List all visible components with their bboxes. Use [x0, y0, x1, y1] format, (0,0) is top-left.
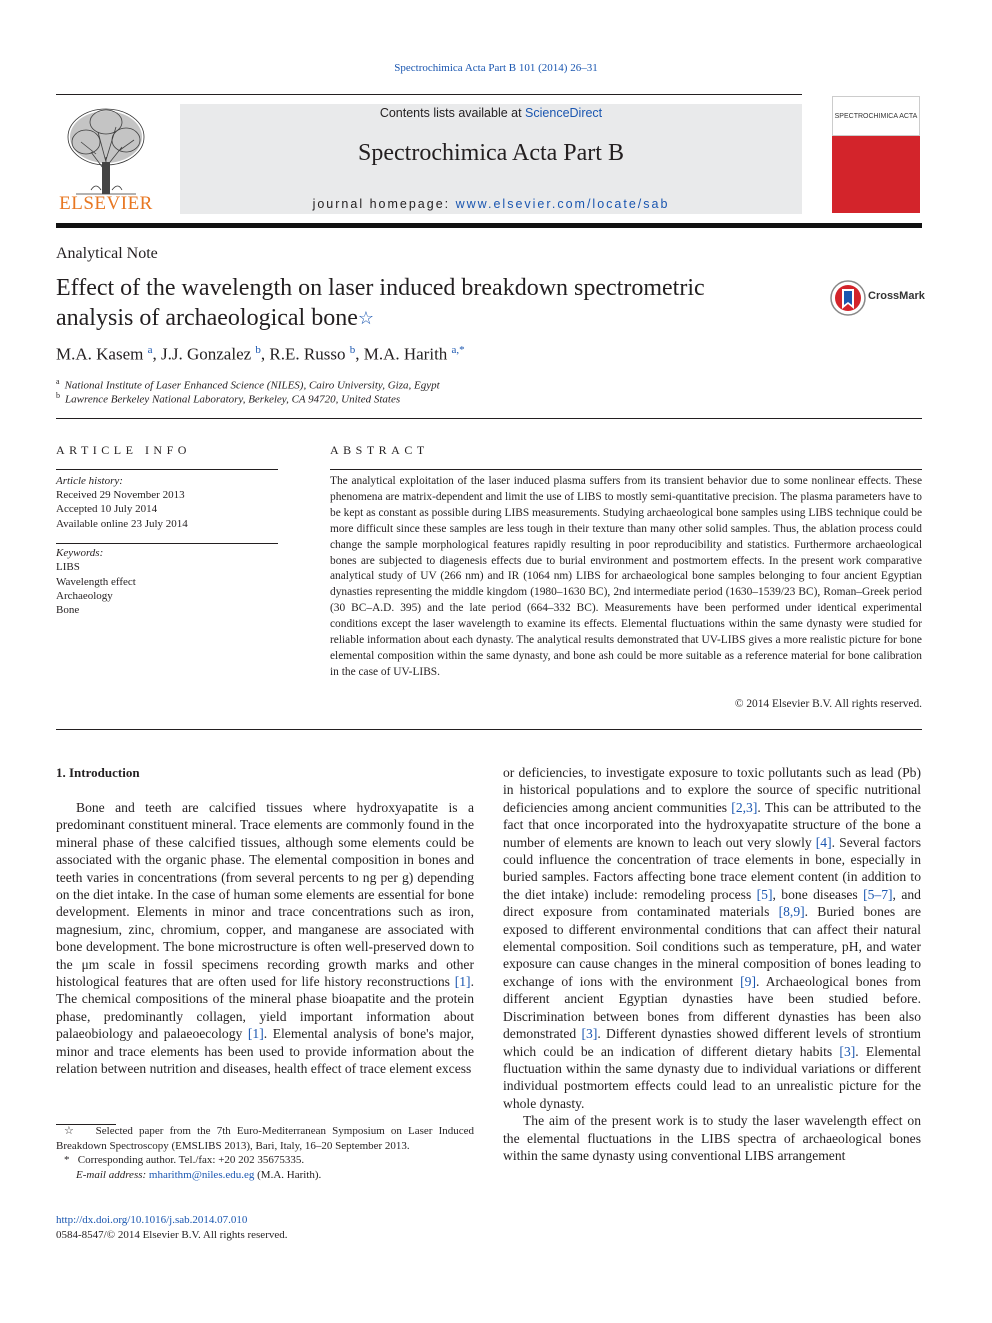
footnote-corresponding: [56, 1153, 474, 1168]
text-run: . The chemical compositions of the mineral phase bioapatite and the protein phase, predominantly collagen, yield important information about palaeobiology and palaeoecology: [56, 974, 474, 1042]
footnote-star: [56, 1124, 474, 1153]
affiliation-key: a: [56, 377, 60, 386]
text-run: . Elemental fluctuation within the same dynasty due to individual variations or different individual postmortem effects could lead to an unrealistic picture for the whole dynasty.: [503, 1043, 921, 1111]
text-run: . Different dynasties showed different levels of strontium which could be an indication of different dietary habits: [503, 1026, 921, 1059]
citation-link[interactable]: [3]: [581, 1026, 598, 1042]
author-affiliation-mark[interactable]: a,*: [451, 344, 465, 356]
history-accepted: Accepted 10 July 2014: [56, 503, 158, 516]
section-heading-introduction: 1. Introduction: [56, 765, 140, 780]
affiliation: [56, 391, 400, 406]
footnote-email: [56, 1168, 474, 1183]
email-label: E-mail address:: [76, 1168, 149, 1181]
elsevier-logo[interactable]: [56, 102, 156, 214]
abstract-copyright: © 2014 Elsevier B.V. All rights reserved.: [734, 698, 922, 710]
citation-link[interactable]: [2,3]: [731, 799, 758, 815]
header-thick-rule: [56, 223, 922, 228]
citation-link[interactable]: [5–7]: [863, 886, 893, 902]
abstract-heading: ABSTRACT: [330, 443, 429, 457]
citation-link[interactable]: [8,9]: [778, 904, 805, 920]
citation-link[interactable]: [9]: [740, 973, 756, 989]
author-affiliation-mark[interactable]: b: [349, 344, 356, 356]
journal-title: Spectrochimica Acta Part B: [358, 140, 624, 166]
homepage-prefix: journal homepage:: [312, 197, 456, 211]
paragraph: [56, 799, 474, 1078]
history-label: Article history:: [56, 475, 123, 487]
contents-line: [180, 106, 802, 120]
keywords-rule: [56, 543, 278, 544]
journal-homepage-line: [180, 197, 802, 211]
text-run: , bone diseases: [772, 886, 864, 902]
keyword: LIBS: [56, 561, 80, 574]
author-affiliation-mark[interactable]: a: [147, 344, 153, 356]
abstract-text: The analytical exploitation of the laser induced plasma suffers from its transient behavior due to some nonlinear effects. These phenomena are matrix-dependent and limit the use of LIBS to mostly semi-quantitative precision. The plasma parameters have to be kept as constant as possible during LIBS measurements. Studying archaeological bone samples using LIBS technique could be more difficult since these samples are less tough in their texture than many other solid samples. Thus, the ablation process could change the sample morphological features rapidly resulting in poor reproducibility and statistics. Furthermore archaeological bones are subjected to diagenesis effects due to burial environment and postmortem effects. In the present work comparative analytical study of UV (266 nm) and IR (1064 nm) LIBS for archaeological bone samples belonging to four ancient Egyptian dynasties representing the middle kingdom (1980–1630 BC), 2nd intermediate period (1630–1539/23 BC), Roman–Greek period (30 BC–A.D. 395) and the late period (664–332 BC). Measurements have been performed under identical experimental conditions except the laser wavelength to examine its effects. Elemental fluctuations within the same dynasty were studied for reliable information about each dynasty. The analytical results demonstrated that UV-LIBS gives a more realistic picture for bone elemental composition within the same dynasty, and bone ash could be more suitable as a reference material for bone calibration in the case of UV-LIBS.: [330, 475, 922, 678]
issn-copyright: 0584-8547/© 2014 Elsevier B.V. All rights reserved.: [56, 1229, 288, 1241]
text-run: . Elemental analysis of bone's major, minor and trace elements has been used to provide information about the relation between nutrition and diseases, health effect of trace element excess: [56, 1026, 474, 1077]
article-title: [56, 273, 776, 333]
body-rule: [56, 729, 922, 730]
history-received: Received 29 November 2013: [56, 489, 185, 502]
abstract-rule: [330, 469, 922, 470]
paragraph: [503, 764, 921, 1112]
citation-link[interactable]: [4]: [815, 834, 832, 850]
footnote-star-symbol: ☆: [64, 1125, 78, 1137]
history-online: Available online 23 July 2014: [56, 517, 188, 530]
email-suffix: (M.A. Harith).: [254, 1168, 322, 1181]
footnote-star-text: Selected paper from the 7th Euro-Mediterranean Symposium on Laser Induced Breakdown Spectroscopy (EMSLIBS 2013), Bari, Italy, 16–20 September 2013.: [56, 1125, 474, 1152]
cover-title: SPECTROCHIMICA ACTA: [834, 113, 918, 120]
text-run: . Archaeological bones from different ancient Egyptian dynasties have been studied before. Discrimination between bones from different dynasties has been also demonstrated: [503, 973, 921, 1042]
doi[interactable]: [56, 1214, 247, 1226]
keyword: Archaeology: [56, 589, 113, 602]
citation-link[interactable]: [1]: [454, 974, 471, 990]
journal-reference-link[interactable]: Spectrochimica Acta Part B 101 (2014) 26–31: [394, 62, 598, 74]
author-list: [56, 344, 465, 365]
title-rule: [56, 418, 922, 419]
crossmark-label: CrossMark: [868, 290, 925, 302]
keywords-label: Keywords:: [56, 547, 104, 559]
citation-link[interactable]: [5]: [756, 886, 773, 902]
article-type: Analytical Note: [56, 245, 158, 262]
homepage-link[interactable]: www.elsevier.com/locate/sab: [455, 197, 670, 211]
article-info-rule: [56, 469, 278, 470]
affiliation: [56, 377, 440, 392]
affiliation-key: b: [56, 391, 60, 400]
crossmark-icon: [830, 279, 866, 317]
body-column-right: [503, 764, 921, 1164]
footnotes: [56, 1124, 474, 1182]
paragraph: The aim of the present work is to study the laser wavelength effect on the elemental fluctuations in the LIBS spectra of archaeological bones within the same dynasty using conventional LIBS arrangement: [503, 1113, 921, 1163]
sciencedirect-link[interactable]: ScienceDirect: [525, 106, 603, 120]
keywords: [56, 546, 278, 617]
author-name: M.A. Harith: [363, 344, 448, 364]
author-name: J.J. Gonzalez: [161, 344, 252, 364]
author-separator: ,: [355, 344, 364, 364]
article-title-text: Effect of the wavelength on laser induced breakdown spectrometric analysis of archaeological bone: [56, 275, 705, 331]
text-run: . This can be attributed to the fact that once incorporated into the hydroxyapatite structure of the bone a number of elements are known to leach out very slowly: [503, 799, 921, 850]
affiliation-text: National Institute of Laser Enhanced Science (NILES), Cairo University, Giza, Egypt: [64, 379, 440, 392]
author-separator: ,: [152, 344, 161, 364]
text-run: . Several factors could influence the concentration of trace elements in bone, especially in buried samples. Factors affecting bone trace element content (in addition to the diet intake) include: remodeling process: [503, 834, 921, 902]
doi-link[interactable]: http://dx.doi.org/10.1016/j.sab.2014.07.010: [56, 1214, 248, 1226]
author-name: R.E. Russo: [269, 344, 346, 364]
journal-reference[interactable]: [0, 62, 992, 74]
keyword: Wavelength effect: [56, 575, 136, 588]
article-history: [56, 474, 278, 531]
author-affiliation-mark[interactable]: b: [255, 344, 261, 356]
elsevier-wordmark: ELSEVIER: [59, 193, 153, 214]
author-name: M.A. Kasem: [56, 344, 144, 364]
text-run: , and direct exposure from contaminated materials: [503, 886, 921, 920]
affiliation-text: Lawrence Berkeley National Laboratory, Berkeley, CA 94720, United States: [65, 393, 401, 406]
email-link[interactable]: mharithm@niles.edu.eg: [148, 1168, 255, 1181]
keyword: Bone: [56, 604, 80, 617]
footnote-corr-symbol: *: [64, 1154, 70, 1166]
header-top-rule: [56, 94, 802, 95]
citation-link[interactable]: [3]: [839, 1043, 856, 1059]
text-run: Bone and teeth are calcified tissues where hydroxyapatite is a predominant constituent mineral. Trace elements are commonly found in the mineral phase of these calcified tissues, although some elements could be associated with the organic phase. The elemental composition in bones and teeth varies in concentrations (from several percents to ng per g) depending on the diet intake. In the case of human some elements are essential for bone development. Elements in minor and trace concentrations such as iron, magnesium, zinc, chromium, copper, and manganese are associated with bone development. The bone microstructure is often well-preserved down to the μm scale in fossil specimens recording growth marks and other histological features that are often used for life history reconstructions: [56, 800, 474, 990]
body-column-left: [56, 799, 474, 1078]
title-footnote-star[interactable]: ☆: [357, 308, 375, 328]
crossmark-badge[interactable]: [830, 279, 930, 319]
footnote-corr-text: Corresponding author. Tel./fax: +20 202 35675335.: [77, 1154, 305, 1166]
journal-cover-thumbnail[interactable]: [832, 96, 920, 213]
contents-prefix: Contents lists available at: [379, 106, 526, 120]
text-run: . Buried bones are exposed to different environmental conditions that can affect their natural elemental composition. Soil conditions such as temperature, pH, and water exposure can cause changes in the mineral composition of bones leading to exchange of ions with the environment: [503, 904, 922, 989]
text-run: or deficiencies, to investigate exposure to toxic pollutants such as lead (Pb) in historical populations and to explore the source of specific nutritional deficiencies among ancient communities: [503, 765, 921, 815]
author-separator: ,: [260, 344, 270, 364]
article-info-heading: ARTICLE INFO: [56, 443, 191, 457]
citation-link[interactable]: [1]: [247, 1026, 264, 1042]
